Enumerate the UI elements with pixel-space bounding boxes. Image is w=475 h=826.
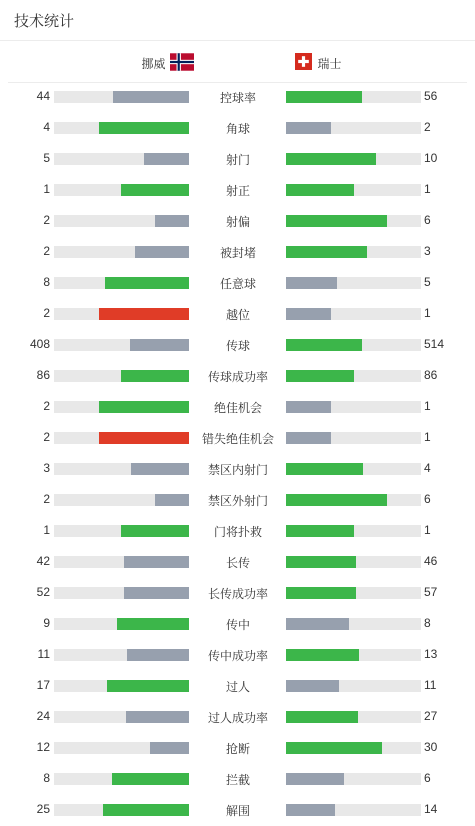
home-bar — [54, 277, 189, 289]
away-bar-fill — [286, 525, 354, 537]
away-bar — [286, 370, 421, 382]
home-value: 42 — [36, 554, 50, 568]
home-bar — [54, 525, 189, 537]
page-title: 技术统计 — [14, 13, 75, 30]
home-bar-fill — [107, 680, 189, 692]
home-bar — [54, 153, 189, 165]
away-value: 10 — [424, 151, 438, 165]
home-bar-fill — [99, 122, 189, 134]
stat-row — [0, 112, 475, 143]
stat-row — [0, 174, 475, 205]
home-bar — [54, 339, 189, 351]
home-value: 11 — [37, 647, 50, 661]
away-value: 1 — [424, 523, 431, 537]
home-bar — [54, 711, 189, 723]
away-bar — [286, 153, 421, 165]
home-bar-fill — [131, 463, 189, 475]
home-bar — [54, 618, 189, 630]
stat-label: 禁区内射门 — [207, 463, 268, 477]
away-bar-fill — [286, 804, 335, 816]
home-value: 1 — [43, 182, 50, 196]
stat-label: 过人成功率 — [207, 711, 268, 725]
home-value: 3 — [43, 461, 50, 475]
away-bar-fill — [286, 370, 354, 382]
away-bar-fill — [286, 215, 387, 227]
home-bar-fill — [121, 184, 189, 196]
away-bar — [286, 91, 421, 103]
home-bar-fill — [121, 525, 189, 537]
away-value: 11 — [424, 678, 437, 692]
away-bar — [286, 680, 421, 692]
stat-label: 射偏 — [225, 215, 250, 229]
home-bar — [54, 246, 189, 258]
stat-row — [0, 391, 475, 422]
stat-label: 被封堵 — [219, 246, 256, 260]
home-value: 25 — [36, 802, 50, 816]
away-value: 1 — [424, 399, 431, 413]
home-bar-fill — [121, 370, 189, 382]
away-bar — [286, 773, 421, 785]
away-bar — [286, 122, 421, 134]
stat-row — [0, 794, 475, 825]
home-bar-fill — [144, 153, 189, 165]
away-bar-fill — [286, 184, 354, 196]
home-value: 12 — [36, 740, 50, 754]
home-bar — [54, 215, 189, 227]
home-bar-fill — [105, 277, 189, 289]
home-value: 2 — [43, 492, 50, 506]
home-bar — [54, 184, 189, 196]
home-value: 8 — [43, 771, 50, 785]
home-bar — [54, 463, 189, 475]
stat-label: 拦截 — [225, 773, 250, 787]
away-bar-fill — [286, 463, 363, 475]
away-value: 14 — [424, 802, 438, 816]
home-value: 52 — [36, 585, 50, 599]
stat-row — [0, 205, 475, 236]
home-bar — [54, 742, 189, 754]
stat-label: 传中 — [225, 618, 250, 632]
title-bar — [0, 0, 475, 41]
stat-label: 传中成功率 — [207, 649, 268, 663]
away-bar-fill — [286, 432, 331, 444]
stat-row — [0, 701, 475, 732]
home-bar — [54, 773, 189, 785]
home-bar — [54, 680, 189, 692]
home-bar — [54, 649, 189, 661]
stat-row — [0, 453, 475, 484]
stat-row — [0, 577, 475, 608]
home-bar — [54, 370, 189, 382]
home-bar — [54, 587, 189, 599]
stat-label: 角球 — [225, 122, 250, 136]
away-value: 6 — [424, 771, 431, 785]
stat-row — [0, 81, 475, 112]
stat-label: 抢断 — [225, 742, 250, 756]
stat-row — [0, 546, 475, 577]
stat-row — [0, 608, 475, 639]
away-bar-fill — [286, 773, 344, 785]
home-bar — [54, 122, 189, 134]
home-bar — [54, 401, 189, 413]
away-bar-fill — [286, 587, 356, 599]
away-bar-fill — [286, 91, 362, 103]
norway-flag-icon — [170, 53, 194, 74]
away-bar — [286, 215, 421, 227]
home-bar-fill — [103, 804, 189, 816]
home-bar — [54, 308, 189, 320]
away-bar — [286, 804, 421, 816]
away-bar-fill — [286, 494, 387, 506]
switzerland-flag-icon — [295, 53, 312, 73]
home-team-name: 挪威 — [141, 57, 166, 71]
away-bar — [286, 649, 421, 661]
away-value: 1 — [424, 430, 431, 444]
home-bar-fill — [126, 711, 189, 723]
stat-row — [0, 484, 475, 515]
stat-label: 禁区外射门 — [207, 494, 268, 508]
away-bar-fill — [286, 401, 331, 413]
away-bar-fill — [286, 339, 362, 351]
stats-list — [0, 81, 475, 825]
stat-label: 任意球 — [219, 277, 256, 291]
away-bar-fill — [286, 711, 358, 723]
stat-label: 传球 — [225, 339, 250, 353]
away-bar-fill — [286, 742, 382, 754]
away-value: 5 — [424, 275, 431, 289]
stat-row — [0, 329, 475, 360]
home-bar-fill — [117, 618, 189, 630]
away-bar — [286, 711, 421, 723]
home-bar-fill — [99, 401, 189, 413]
away-bar-fill — [286, 122, 331, 134]
away-value: 13 — [424, 647, 438, 661]
stat-row — [0, 515, 475, 546]
teams-header — [8, 41, 467, 83]
stat-label: 越位 — [225, 308, 250, 322]
home-bar-fill — [99, 308, 189, 320]
away-team[interactable] — [295, 53, 342, 73]
home-bar — [54, 432, 189, 444]
home-bar-fill — [127, 649, 189, 661]
stat-label: 错失绝佳机会 — [201, 432, 274, 446]
home-bar-fill — [112, 773, 189, 785]
away-bar — [286, 246, 421, 258]
away-bar — [286, 184, 421, 196]
away-value: 27 — [424, 709, 438, 723]
home-value: 2 — [43, 213, 50, 227]
away-value: 6 — [424, 492, 431, 506]
away-bar — [286, 463, 421, 475]
away-bar — [286, 587, 421, 599]
stat-label: 传球成功率 — [207, 370, 268, 384]
stat-row — [0, 298, 475, 329]
away-value: 57 — [424, 585, 438, 599]
away-bar-fill — [286, 308, 331, 320]
away-value: 3 — [424, 244, 431, 258]
away-bar — [286, 339, 421, 351]
away-bar-fill — [286, 618, 349, 630]
stat-row — [0, 732, 475, 763]
away-value: 1 — [424, 182, 431, 196]
home-bar — [54, 91, 189, 103]
home-bar — [54, 804, 189, 816]
home-bar-fill — [130, 339, 189, 351]
away-value: 8 — [424, 616, 431, 630]
away-bar-fill — [286, 246, 367, 258]
home-team[interactable] — [141, 53, 193, 74]
away-bar — [286, 277, 421, 289]
stat-row — [0, 267, 475, 298]
away-bar — [286, 494, 421, 506]
home-value: 44 — [36, 89, 50, 103]
home-bar-fill — [113, 91, 189, 103]
home-value: 5 — [43, 151, 50, 165]
away-value: 46 — [424, 554, 438, 568]
away-bar — [286, 308, 421, 320]
home-value: 1 — [43, 523, 50, 537]
away-bar — [286, 401, 421, 413]
stat-row — [0, 422, 475, 453]
home-bar-fill — [155, 494, 189, 506]
home-bar-fill — [124, 587, 189, 599]
away-bar-fill — [286, 649, 359, 661]
home-value: 2 — [43, 399, 50, 413]
home-value: 8 — [43, 275, 50, 289]
home-value: 4 — [43, 120, 50, 134]
stat-row — [0, 236, 475, 267]
stat-label: 长传成功率 — [207, 587, 268, 601]
away-bar — [286, 618, 421, 630]
away-team-name: 瑞士 — [317, 56, 342, 71]
stat-label: 绝佳机会 — [213, 401, 262, 415]
home-value: 9 — [43, 616, 50, 630]
stat-row — [0, 670, 475, 701]
home-value: 86 — [36, 368, 50, 382]
away-value: 6 — [424, 213, 431, 227]
stat-label: 门将扑救 — [213, 525, 262, 539]
away-bar — [286, 742, 421, 754]
stat-label: 射门 — [225, 153, 250, 167]
away-value: 56 — [424, 89, 438, 103]
stat-label: 控球率 — [219, 91, 256, 105]
home-bar-fill — [99, 432, 189, 444]
away-bar-fill — [286, 680, 339, 692]
stat-label: 解围 — [225, 804, 250, 818]
stat-row — [0, 360, 475, 391]
away-bar-fill — [286, 556, 356, 568]
home-bar-fill — [155, 215, 189, 227]
home-value: 17 — [36, 678, 50, 692]
home-value: 2 — [43, 306, 50, 320]
home-value: 2 — [43, 430, 50, 444]
away-value: 2 — [424, 120, 431, 134]
away-bar-fill — [286, 277, 337, 289]
stat-row — [0, 639, 475, 670]
away-bar — [286, 556, 421, 568]
stat-row — [0, 763, 475, 794]
home-bar — [54, 556, 189, 568]
home-bar-fill — [135, 246, 189, 258]
home-bar-fill — [124, 556, 189, 568]
stat-label: 过人 — [225, 680, 250, 694]
away-bar — [286, 525, 421, 537]
away-value: 514 — [424, 337, 445, 351]
away-bar — [286, 432, 421, 444]
stat-row — [0, 143, 475, 174]
stat-label: 长传 — [225, 556, 250, 570]
away-value: 4 — [424, 461, 431, 475]
away-value: 1 — [424, 306, 431, 320]
home-bar — [54, 494, 189, 506]
away-value: 86 — [424, 368, 438, 382]
home-bar-fill — [150, 742, 189, 754]
away-bar-fill — [286, 153, 376, 165]
home-value: 408 — [29, 337, 50, 351]
home-value: 2 — [43, 244, 50, 258]
away-value: 30 — [424, 740, 438, 754]
stat-label: 射正 — [225, 184, 250, 198]
home-value: 24 — [36, 709, 50, 723]
